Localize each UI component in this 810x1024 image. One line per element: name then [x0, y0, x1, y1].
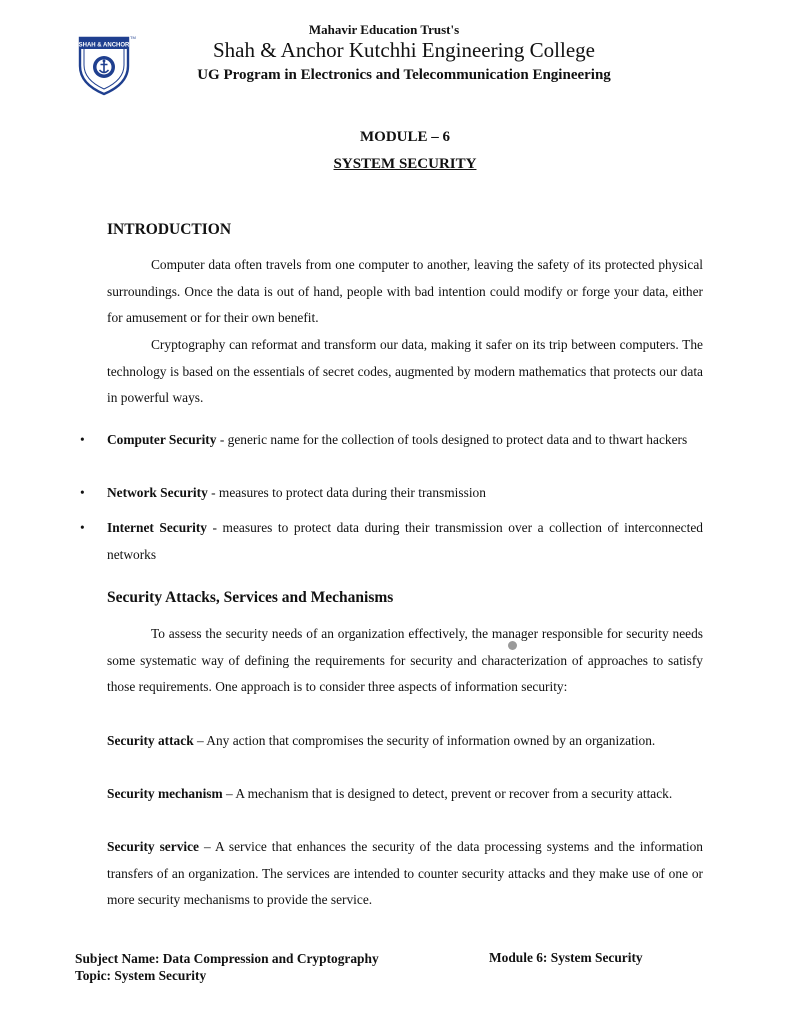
footer-topic: Topic: System Security	[75, 968, 207, 983]
intro-paragraph-2: Cryptography can reformat and transform our data, making it safer on its trip between computers. The technology is based on the essentials of secret codes, augmented by modern mathematics that protects our data in powerful ways.	[107, 337, 703, 406]
bullet-item	[80, 515, 703, 568]
definition-text: – A service that enhances the security of the data processing systems and the information transfers of an organization. The services are intended to counter security attacks and they make use of one or more security mechanisms to provide the service.	[107, 839, 703, 908]
module-title: MODULE – 6	[360, 129, 450, 145]
section-heading: Security Attacks, Services and Mechanisms	[107, 589, 394, 606]
definition-text: – A mechanism that is designed to detect, prevent or recover from a security attack.	[222, 786, 673, 801]
logo-text: SHAH & ANCHOR	[78, 42, 130, 49]
bullet-term: Internet Security	[107, 520, 207, 535]
intro-paragraph-1: Computer data often travels from one computer to another, leaving the safety of its protected physical surroundings. Once the data is out of hand, people with bad intention could modify or forge your data, either for amusement or for their own benefit.	[107, 257, 703, 326]
bullet-term: Computer Security	[107, 432, 217, 447]
bullet-item	[80, 480, 703, 507]
definition-term: Security attack	[107, 733, 194, 748]
definition-security-mechanism	[107, 781, 703, 808]
bullet-text: - generic name for the collection of tools designed to protect data and to thwart hackers	[216, 432, 688, 447]
logo-mark: TM	[130, 35, 136, 40]
pointer-cursor	[508, 641, 517, 650]
footer-module: Module 6: System Security	[489, 950, 643, 965]
footer-left	[75, 950, 379, 984]
definition-security-attack	[107, 728, 703, 755]
bullet-symbol: •	[80, 485, 85, 500]
bullet-text: - measures to protect data during their transmission over a collection of interconnected networks	[107, 520, 703, 562]
bullet-item	[80, 427, 703, 454]
definition-term: Security mechanism	[107, 786, 223, 801]
definition-term: Security service	[107, 839, 199, 854]
bullet-symbol: •	[80, 432, 85, 447]
college-name: Shah & Anchor Kutchhi Engineering College	[212, 38, 595, 62]
bullet-text: - measures to protect data during their transmission	[207, 485, 486, 500]
introduction-heading: INTRODUCTION	[107, 221, 232, 238]
program-name: UG Program in Electronics and Telecommunication Engineering	[197, 67, 611, 83]
definition-security-service	[107, 834, 703, 914]
bullet-term: Network Security	[107, 485, 208, 500]
footer-subject: Subject Name: Data Compression and Cryptography	[75, 951, 379, 966]
subject-title: SYSTEM SECURITY	[333, 156, 477, 172]
definition-text: – Any action that compromises the security of information owned by an organization.	[193, 733, 656, 748]
section-paragraph: To assess the security needs of an organization effectively, the manager responsible for security needs some systematic way of defining the requirements for security and characterization of approaches to satisfy those requirements. One approach is to consider three aspects of information security:	[107, 626, 703, 695]
trust-name: Mahavir Education Trust's	[308, 22, 460, 37]
bullet-symbol: •	[80, 520, 85, 535]
